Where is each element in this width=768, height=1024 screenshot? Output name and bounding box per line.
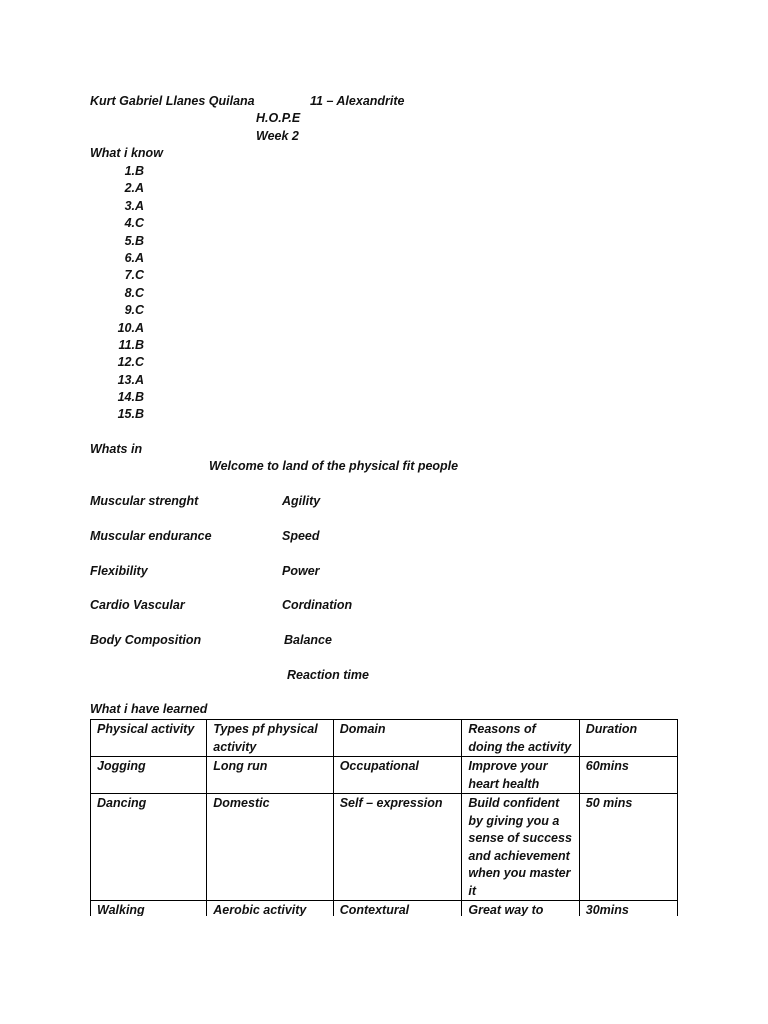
table-row <box>91 901 678 917</box>
activity-table <box>90 719 678 916</box>
answer-item <box>112 233 145 250</box>
table-row <box>91 757 678 794</box>
fitness-component: Flexibility <box>90 564 148 578</box>
answer-letter: B <box>135 233 145 248</box>
answer-item <box>112 337 145 354</box>
answer-letter: C <box>135 268 145 283</box>
answer-item <box>112 320 145 337</box>
answer-number: 14. <box>117 390 135 405</box>
answer-number: 9. <box>124 303 135 318</box>
answer-letter: C <box>135 355 145 370</box>
table-cell: Dancing <box>91 794 207 901</box>
skill-component: Cordination <box>282 598 353 612</box>
answer-letter: B <box>135 164 145 178</box>
answer-item <box>112 215 145 232</box>
answer-number: 12. <box>117 355 135 370</box>
table-cell: Improve your heart health <box>462 757 579 794</box>
table-cell: Domestic <box>207 794 333 901</box>
answer-number: 6. <box>124 250 135 265</box>
fitness-component: Muscular strenght <box>90 494 199 508</box>
table-cell: Self – expression <box>333 794 462 901</box>
table-header-row <box>91 720 678 757</box>
answer-letter: C <box>135 303 145 318</box>
table-cell: Walking <box>91 901 207 917</box>
fitness-component: Muscular endurance <box>90 529 212 543</box>
answer-item <box>112 354 145 371</box>
week-label: Week 2 <box>256 129 299 143</box>
answer-number: 5. <box>124 233 135 248</box>
skill-component: Speed <box>282 529 320 543</box>
answer-number: 2. <box>124 181 135 196</box>
answer-number: 11. <box>118 337 135 352</box>
answer-item <box>112 198 145 215</box>
answer-letter: A <box>135 181 145 196</box>
skill-component: Reaction time <box>287 668 369 682</box>
answer-number: 10. <box>117 320 135 335</box>
answer-letter: A <box>135 250 145 265</box>
answer-item <box>112 406 145 423</box>
answer-letter: B <box>135 337 145 352</box>
answer-item <box>112 389 145 406</box>
answer-item <box>112 372 145 389</box>
fitness-component: Cardio Vascular <box>90 598 185 612</box>
answer-item <box>112 302 145 319</box>
answer-letter: B <box>135 407 145 422</box>
answer-item <box>112 250 145 267</box>
whats-in-heading: Whats in <box>90 442 143 456</box>
answer-number: 8. <box>124 285 135 300</box>
answer-letter: A <box>135 198 145 213</box>
table-row <box>91 794 678 901</box>
table-cell: Jogging <box>91 757 207 794</box>
answer-item <box>112 163 145 180</box>
column-header: Types pf physical activity <box>207 720 333 757</box>
table-cell: Occupational <box>333 757 462 794</box>
answer-letter: A <box>135 320 145 335</box>
skill-component: Agility <box>282 494 321 508</box>
answer-number: 15. <box>117 407 135 422</box>
learned-heading: What i have learned <box>90 702 208 716</box>
answer-number: 1. <box>124 164 135 178</box>
answer-letter: C <box>135 216 145 231</box>
student-name: Kurt Gabriel Llanes Quilana <box>90 94 255 108</box>
column-header: Reasons of doing the activity <box>462 720 579 757</box>
answer-number: 4. <box>124 216 135 231</box>
subject-title: H.O.P.E <box>256 111 301 125</box>
table-cell: Aerobic activity <box>207 901 333 917</box>
answer-number: 7. <box>124 268 135 283</box>
skill-component: Power <box>282 564 320 578</box>
answer-number: 3. <box>124 198 135 213</box>
answer-letter: B <box>135 390 145 405</box>
column-header: Physical activity <box>91 720 207 757</box>
table-cell: Build confident by giving you a sense of success and achievement when you master it <box>462 794 579 901</box>
table-cell: 30mins <box>579 901 677 917</box>
skill-component: Balance <box>284 633 332 647</box>
table-cell: 60mins <box>579 757 677 794</box>
table-cell: Great way to <box>462 901 579 917</box>
answer-list <box>112 163 145 424</box>
what-i-know-heading: What i know <box>90 146 163 160</box>
column-header: Duration <box>579 720 677 757</box>
answer-item <box>112 180 145 197</box>
fitness-component: Body Composition <box>90 633 202 647</box>
answer-item <box>112 267 145 284</box>
answer-item <box>112 285 145 302</box>
table-cell: Long run <box>207 757 333 794</box>
answer-letter: C <box>135 285 145 300</box>
answer-letter: A <box>135 372 145 387</box>
table-cell: 50 mins <box>579 794 677 901</box>
student-section: 11 – Alexandrite <box>310 94 405 108</box>
column-header: Domain <box>333 720 462 757</box>
whats-in-title: Welcome to land of the physical fit people <box>209 459 459 473</box>
table-cell: Contextural <box>333 901 462 917</box>
answer-number: 13. <box>117 372 135 387</box>
